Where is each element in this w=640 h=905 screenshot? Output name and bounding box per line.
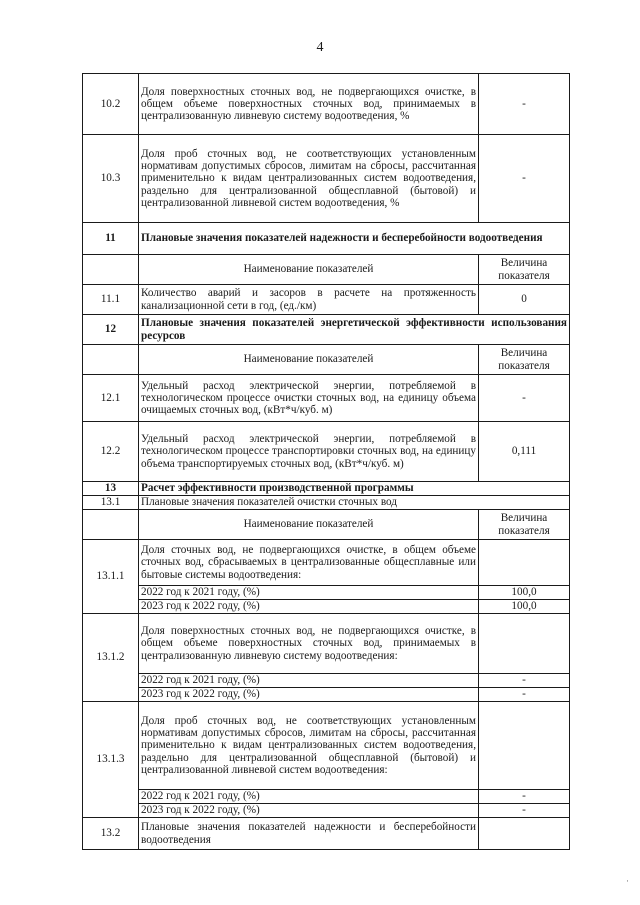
row-number: 11.1 [83, 285, 139, 315]
empty-cell [479, 818, 570, 850]
indicator-text: Количество аварий и засоров в расчете на протяженность канализационной сети в год, (ед./км) [139, 285, 479, 315]
header-row [83, 510, 570, 540]
scan-mark: · [626, 876, 629, 886]
table-row [83, 422, 570, 482]
table-row [83, 135, 570, 223]
indicator-value: 100,0 [479, 600, 570, 614]
row-number: 10.2 [83, 74, 139, 135]
section-number: 11 [83, 223, 139, 255]
table-row [83, 540, 570, 586]
section-title: Плановые значения показателей энергетической эффективности использования ресурсов [139, 315, 570, 345]
indicator-value: 0,111 [479, 422, 570, 482]
header-value: Величина показателя [479, 345, 570, 375]
empty-cell [83, 510, 139, 540]
indicator-value: - [479, 688, 570, 702]
indicator-text: Доля поверхностных сточных вод, не подвергающихся очистке, в общем объеме поверхностных сточных вод, принимаемых в централизованную ливневую систему водоотведения, % [139, 74, 479, 135]
indicator-value: 100,0 [479, 586, 570, 600]
indicator-text: Удельный расход электрической энергии, потребляемой в технологическом процессе очистки сточных вод, на единицу объема очищаемых сточных вод, (кВт*ч/куб. м) [139, 375, 479, 422]
row-number: 13.1.1 [83, 540, 139, 614]
table-row [83, 586, 570, 600]
table-row [83, 674, 570, 688]
page-number: 4 [316, 40, 324, 55]
indicator-text: Доля поверхностных сточных вод, не подвергающихся очистке, в общем объеме поверхностных сточных вод, принимаемых в централизованную ливневую систему водоотведения: [139, 614, 479, 674]
indicator-text: Доля сточных вод, не подвергающихся очистке, в общем объеме сточных вод, сбрасываемых в централизованные общесплавные или бытовые системы водоотведения: [139, 540, 479, 586]
section-number: 13 [83, 482, 139, 496]
indicator-value: 0 [479, 285, 570, 315]
header-value: Величина показателя [479, 510, 570, 540]
year-label: 2023 год к 2022 году, (%) [139, 688, 479, 702]
indicators-table [82, 73, 570, 850]
indicator-text: Доля проб сточных вод, не соответствующих установленным нормативам допустимых сбросов, лимитам на сбросы, рассчитанная применительно к видам централизованных систем водоотведения, раздельно для централизованной общесплавной (бытовой) и централизованной ливневой систем водоотведения: [139, 702, 479, 790]
table-row [83, 614, 570, 674]
indicator-value: - [479, 135, 570, 223]
indicator-value: - [479, 790, 570, 804]
year-label: 2022 год к 2021 году, (%) [139, 790, 479, 804]
empty-cell [479, 702, 570, 790]
table-row [83, 375, 570, 422]
section-number: 12 [83, 315, 139, 345]
row-number: 10.3 [83, 135, 139, 223]
section-row [83, 315, 570, 345]
section-row [83, 223, 570, 255]
empty-cell [83, 345, 139, 375]
row-number: 13.1 [83, 496, 139, 510]
indicator-text: Удельный расход электрической энергии, потребляемой в технологическом процессе транспортировки сточных вод, на единицу объема транспортируемых сточных вод, (кВт*ч/куб. м) [139, 422, 479, 482]
indicator-value: - [479, 674, 570, 688]
table-row [83, 790, 570, 804]
header-name: Наименование показателей [139, 255, 479, 285]
row-number: 13.1.2 [83, 614, 139, 702]
year-label: 2023 год к 2022 году, (%) [139, 804, 479, 818]
row-number: 12.2 [83, 422, 139, 482]
table-row [83, 688, 570, 702]
section-row [83, 482, 570, 496]
indicator-text: Плановые значения показателей надежности и бесперебойности водоотведения [139, 818, 479, 850]
table-row [83, 74, 570, 135]
indicator-value: - [479, 74, 570, 135]
header-row [83, 255, 570, 285]
table-row [83, 496, 570, 510]
header-name: Наименование показателей [139, 345, 479, 375]
section-title: Расчет эффективности производственной программы [139, 482, 570, 496]
indicator-text: Плановые значения показателей очистки сточных вод [139, 496, 570, 510]
empty-cell [479, 540, 570, 586]
row-number: 12.1 [83, 375, 139, 422]
indicator-value: - [479, 375, 570, 422]
empty-cell [83, 255, 139, 285]
year-label: 2022 год к 2021 году, (%) [139, 586, 479, 600]
header-name: Наименование показателей [139, 510, 479, 540]
row-number: 13.1.3 [83, 702, 139, 818]
section-title: Плановые значения показателей надежности и бесперебойности водоотведения [139, 223, 570, 255]
table-row [83, 702, 570, 790]
year-label: 2023 год к 2022 году, (%) [139, 600, 479, 614]
table-row [83, 804, 570, 818]
year-label: 2022 год к 2021 году, (%) [139, 674, 479, 688]
empty-cell [479, 614, 570, 674]
header-value: Величина показателя [479, 255, 570, 285]
table-row [83, 285, 570, 315]
header-row [83, 345, 570, 375]
table-row [83, 818, 570, 850]
indicator-text: Доля проб сточных вод, не соответствующих установленным нормативам допустимых сбросов, лимитам на сбросы, рассчитанная применительно к видам централизованных систем водоотведения, раздельно для централизованной общесплавной (бытовой) и централизованной ливневой систем водоотведения, % [139, 135, 479, 223]
table-row [83, 600, 570, 614]
indicator-value: - [479, 804, 570, 818]
row-number: 13.2 [83, 818, 139, 850]
